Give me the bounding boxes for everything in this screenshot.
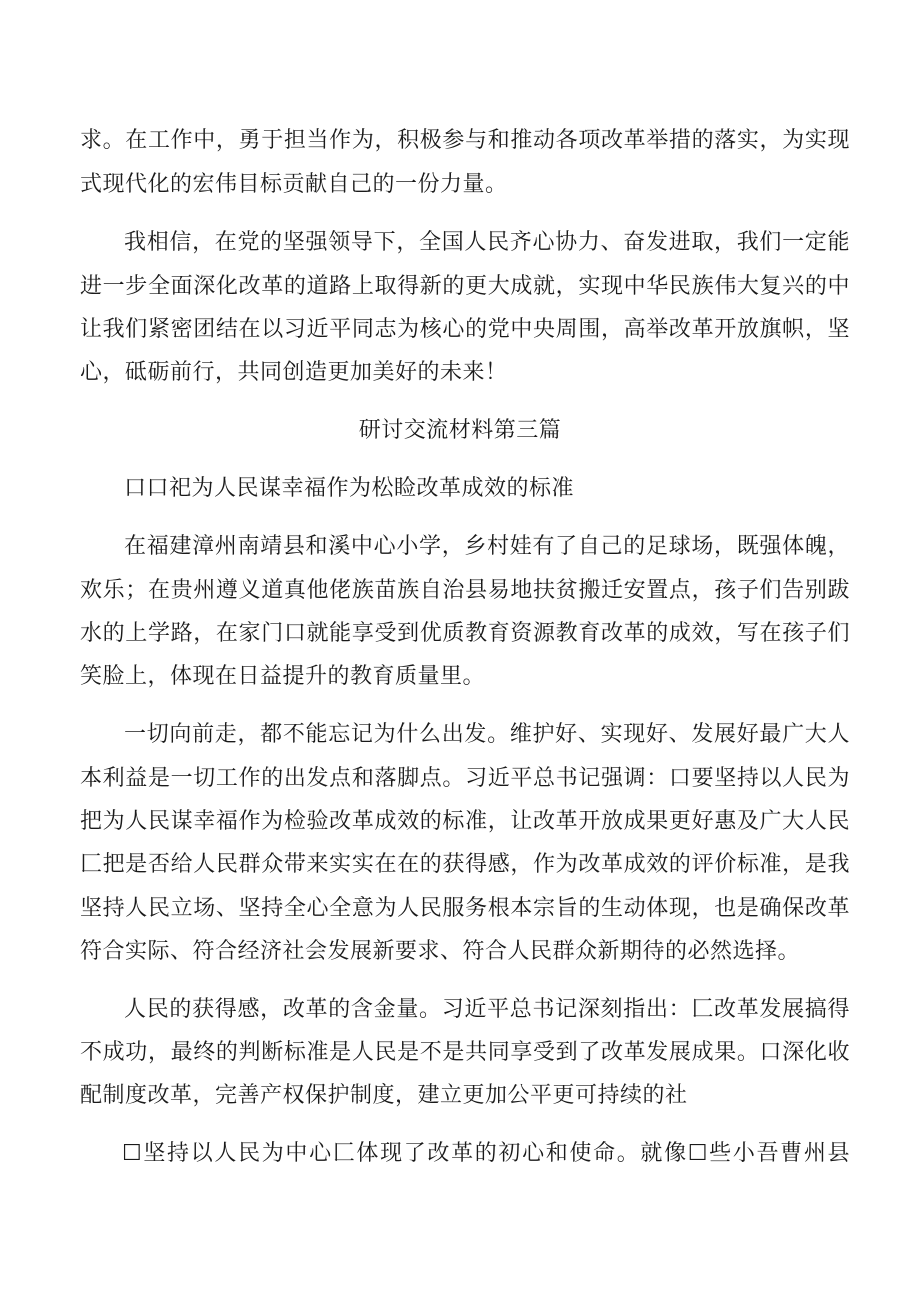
text-line: 在福建漳州南靖县和溪中心小学，乡村娃有了自己的足球场，既强体魄， xyxy=(124,534,850,559)
text-line: 匚把是否给人民群众带来实实在在的获得感，作为改革成效的评价标准，是我 xyxy=(80,852,850,877)
text-line: 欢乐；在贵州遵义道真他佬族苗族自治县易地扶贫搬迁安置点，孩子们告别跋 xyxy=(80,578,850,603)
text-line: 本利益是一切工作的出发点和落脚点。习近平总书记强调：口要坚持以人民为 xyxy=(80,766,850,791)
text-line: 不成功，最终的判断标准是人民是不是共同享受到了改革发展成果。口深化收 xyxy=(80,1040,850,1065)
text-line: 求。在工作中，勇于担当作为，积极参与和推动各项改革举措的落实，为实现 xyxy=(80,128,850,153)
text-line: 人民的获得感，改革的含金量。习近平总书记深刻指出：匚改革发展搞得 xyxy=(124,997,850,1022)
text-line: 符合实际、符合经济社会发展新要求、符合人民群众新期待的必然选择。 xyxy=(80,939,801,964)
text-line: 水的上学路，在家门口就能享受到优质教育资源教育改革的成效，写在孩子们 xyxy=(80,621,850,646)
section-title: 研讨交流材料第三篇 xyxy=(358,418,562,443)
text-line: 把为人民谋幸福作为检验改革成效的标准，让改革开放成果更好惠及广大人民 xyxy=(80,809,850,834)
text-line: 我相信，在党的坚强领导下，全国人民齐心协力、奋发进取，我们一定能 xyxy=(124,230,850,255)
subheading: 口口祀为人民谋幸福作为松睑改革成效的标准 xyxy=(124,476,575,501)
text-line: 让我们紧密团结在以习近平同志为核心的党中央周围，高举改革开放旗帜，坚 xyxy=(80,317,850,342)
text-line: 笑脸上，体现在日益提升的教育质量里。 xyxy=(80,664,486,689)
text-line: 配制度改革，完善产权保护制度，建立更加公平更可持续的社 xyxy=(80,1083,688,1108)
text-line: 进一步全面深化改革的道路上取得新的更大成就，实现中华民族伟大复兴的中 xyxy=(80,274,850,299)
text-line: 式现代化的宏伟目标贡献自己的一份力量。 xyxy=(80,172,508,197)
text-line: ☐坚持以人民为中心匚体现了改革的初心和使命。就像☐些小吾曹州县 xyxy=(122,1141,850,1166)
text-line: 心，砥砺前行，共同创造更加美好的未来！ xyxy=(80,360,508,385)
text-line: 一切向前走，都不能忘记为什么出发。维护好、实现好、发展好最广大人 xyxy=(124,722,850,747)
text-line: 坚持人民立场、坚持全心全意为人民服务根本宗旨的生动体现，也是确保改革 xyxy=(80,896,850,921)
